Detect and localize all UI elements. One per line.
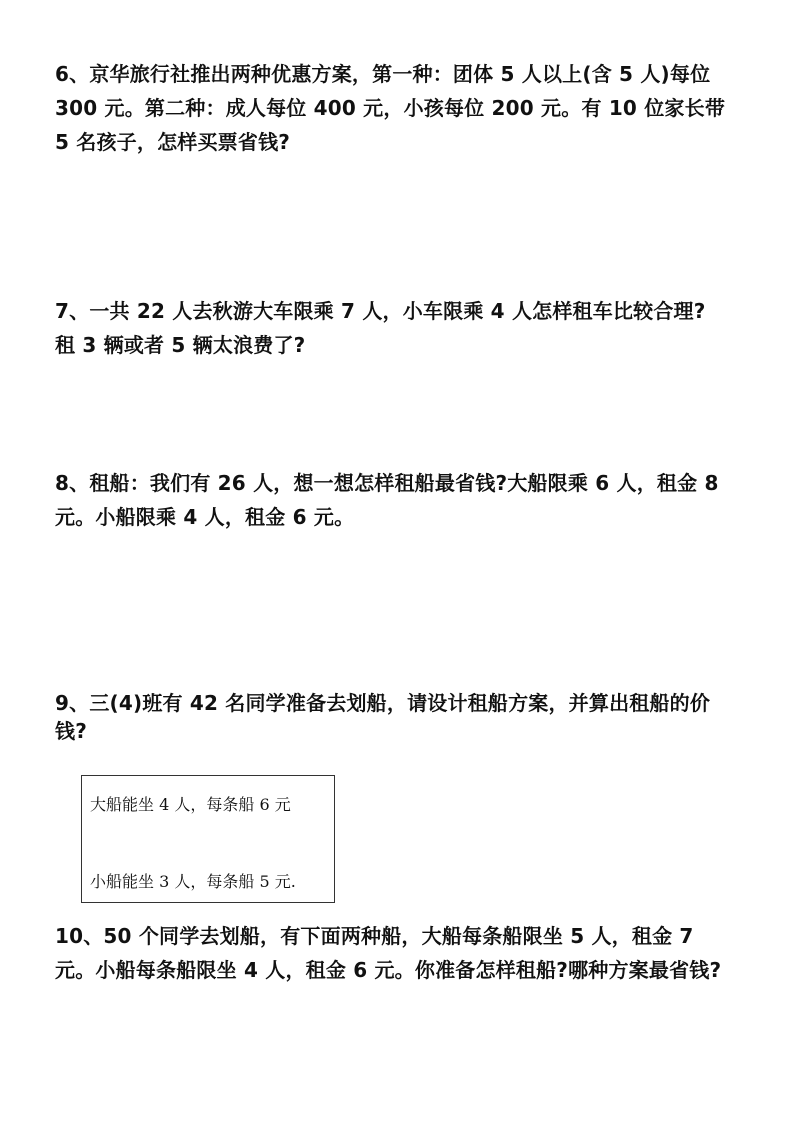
question-9-line-1: 9、三(4)班有 42 名同学准备去划船，请设计租船方案，并算出租船的价 xyxy=(55,691,711,715)
question-9 xyxy=(55,686,745,748)
boat-info-box xyxy=(81,775,335,903)
question-8-line-2: 元。小船限乘 4 人，租金 6 元。 xyxy=(55,505,355,529)
question-6-line-2: 300 元。第二种：成人每位 400 元，小孩每位 200 元。有 10 位家长带 xyxy=(55,96,726,120)
question-7-line-2: 租 3 辆或者 5 辆太浪费了? xyxy=(55,333,306,357)
question-10-line-1: 10、50 个同学去划船，有下面两种船，大船每条船限坐 5 人，租金 7 xyxy=(55,924,694,948)
question-10-line-2: 元。小船每条船限坐 4 人，租金 6 元。你准备怎样租船?哪种方案最省钱? xyxy=(55,958,722,982)
question-7 xyxy=(55,294,745,362)
info-box-small-boat: 小船能坐 3 人，每条船 5 元. xyxy=(90,872,296,891)
question-9-line-2: 钱? xyxy=(55,719,88,743)
question-6-line-3: 5 名孩子，怎样买票省钱? xyxy=(55,130,291,154)
question-6-line-1: 6、京华旅行社推出两种优惠方案，第一种：团体 5 人以上(含 5 人)每位 xyxy=(55,62,711,86)
info-box-large-boat: 大船能坐 4 人，每条船 6 元 xyxy=(90,795,291,814)
question-8-line-1: 8、租船：我们有 26 人，想一想怎样租船最省钱?大船限乘 6 人，租金 8 xyxy=(55,471,719,495)
question-6 xyxy=(55,57,745,159)
question-8 xyxy=(55,466,745,534)
question-7-line-1: 7、一共 22 人去秋游大车限乘 7 人，小车限乘 4 人怎样租车比较合理? xyxy=(55,299,706,323)
question-10 xyxy=(55,919,745,987)
